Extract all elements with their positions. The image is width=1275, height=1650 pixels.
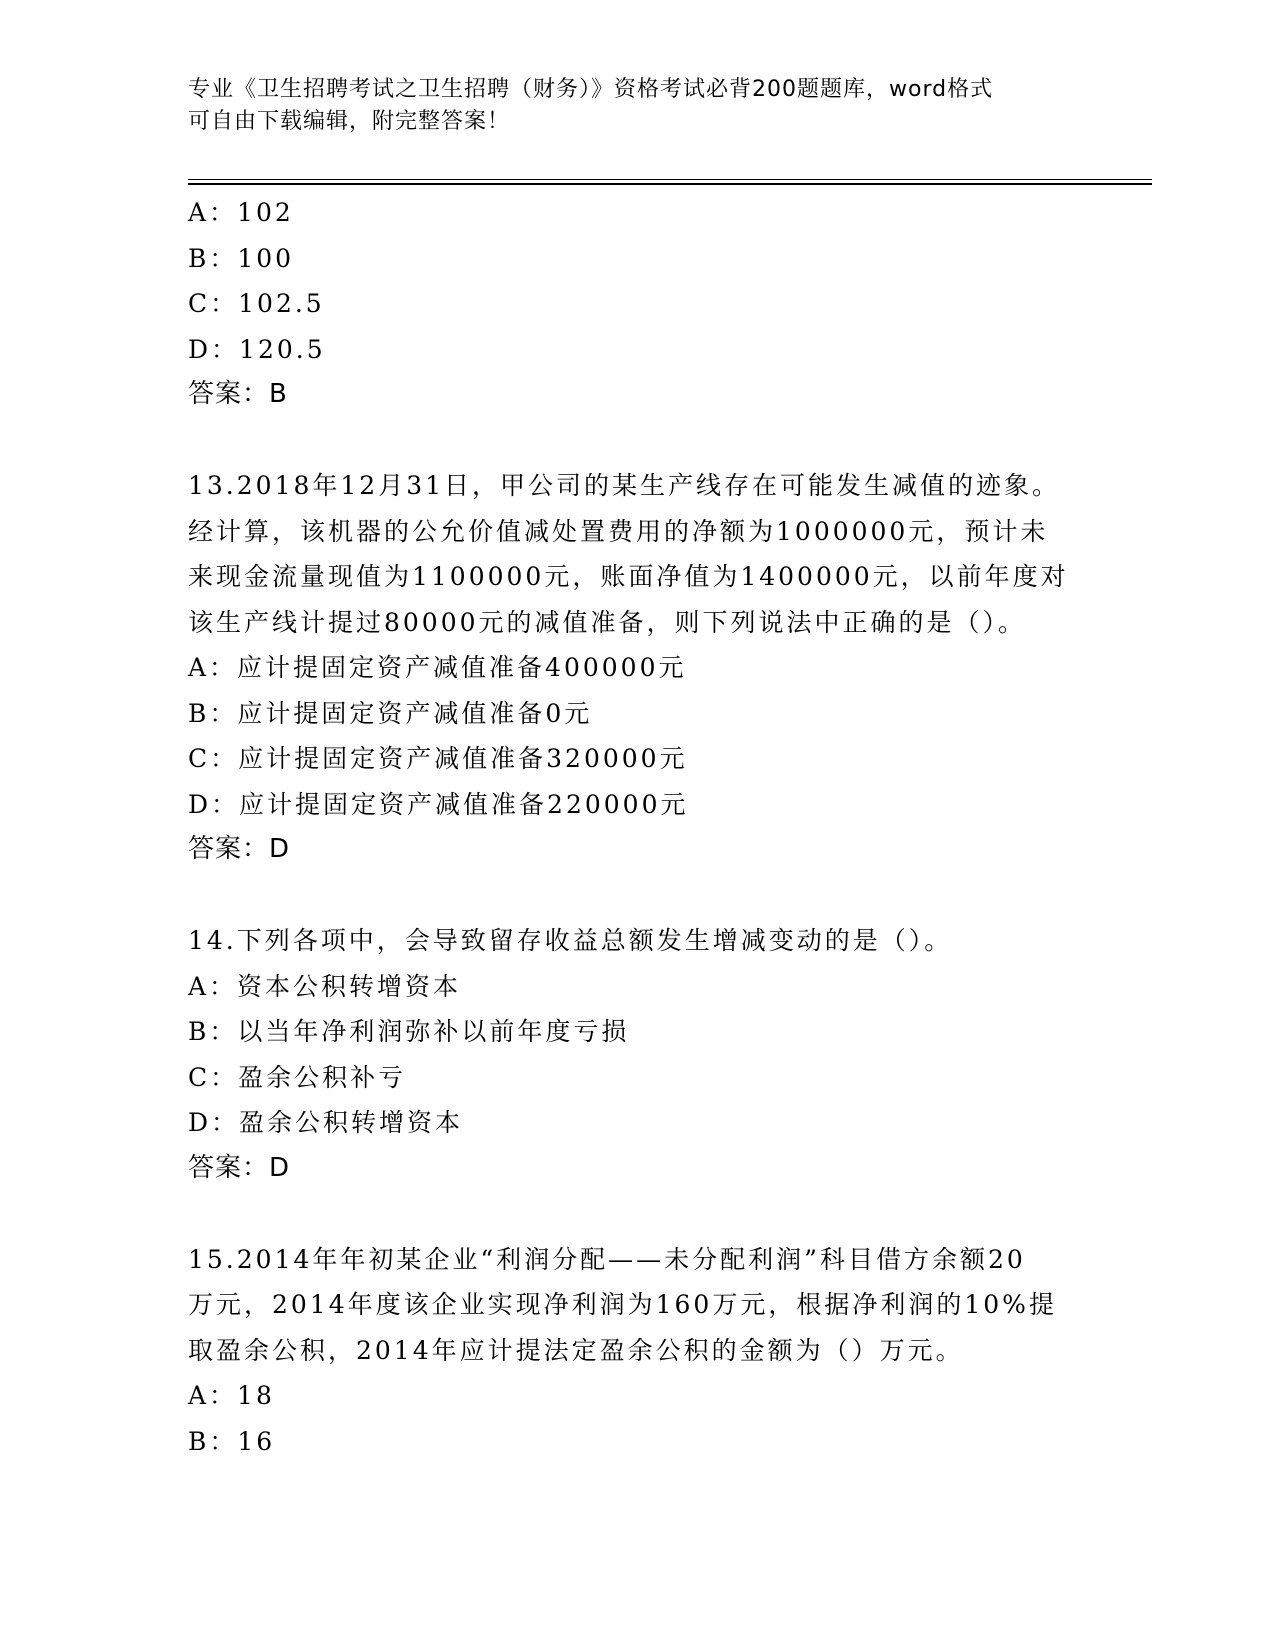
option-c: C：应计提固定资产减值准备320000元 [188,744,688,773]
question-stem-line: 万元，2014年度该企业实现净利润为160万元，根据净利润的10%提 [188,1290,1057,1319]
answer: 答案：B [188,379,288,409]
option-a: A：资本公积转增资本 [188,971,462,1001]
option-b: B：应计提固定资产减值准备0元 [188,698,593,728]
question-stem-line: 13.2018年12月31日，甲公司的某生产线存在可能发生减值的迹象。 [188,471,1061,500]
header-rule-thick [188,183,1152,185]
question-stem-line: 该生产线计提过80000元的减值准备，则下列说法中正确的是（）。 [188,607,1027,637]
spacer [188,418,1088,464]
header-rule-thin [188,179,1152,180]
answer: 答案：D [188,1152,291,1183]
header-line-2: 可自由下载编辑，附完整答案！ [188,109,511,134]
option-a: A：应计提固定资产减值准备400000元 [188,653,687,682]
option-d: D：盈余公积转增资本 [188,1108,464,1137]
question-stem-line: 经计算，该机器的公允价值减处置费用的净额为1000000元，预计未 [188,516,1049,546]
option-b: B：100 [188,243,295,273]
question-stem-line: 14.下列各项中，会导致留存收益总额发生增减变动的是（）。 [188,926,953,955]
question-14 [188,918,1088,1191]
question-12 [188,190,1088,418]
option-b: B：16 [188,1426,276,1456]
question-15 [188,1237,1088,1465]
option-d: D：120.5 [188,334,326,364]
spacer [188,1191,1088,1237]
document-header [188,74,1068,138]
question-stem-line: 取盈余公积，2014年应计提法定盈余公积的金额为（）万元。 [188,1335,964,1365]
spacer [188,873,1088,919]
answer: 答案：D [188,834,291,864]
option-c: C：盈余公积补亏 [188,1062,407,1092]
option-c: C：102.5 [188,289,325,318]
document-body [188,190,1088,1464]
question-stem-line: 来现金流量现值为1100000元，账面净值为1400000元，以前年度对 [188,562,1069,591]
question-stem-line: 15.2014年年初某企业“利润分配——未分配利润”科目借方余额20 [188,1244,1026,1274]
option-d: D：应计提固定资产减值准备220000元 [188,789,689,819]
option-a: A：102 [188,198,294,227]
header-line-1: 专业《卫生招聘考试之卫生招聘（财务）》资格考试必背200题题库，word格式 [188,77,994,102]
option-a: A：18 [188,1381,275,1410]
question-13 [188,463,1088,873]
option-b: B：以当年净利润弥补以前年度亏损 [188,1017,630,1046]
